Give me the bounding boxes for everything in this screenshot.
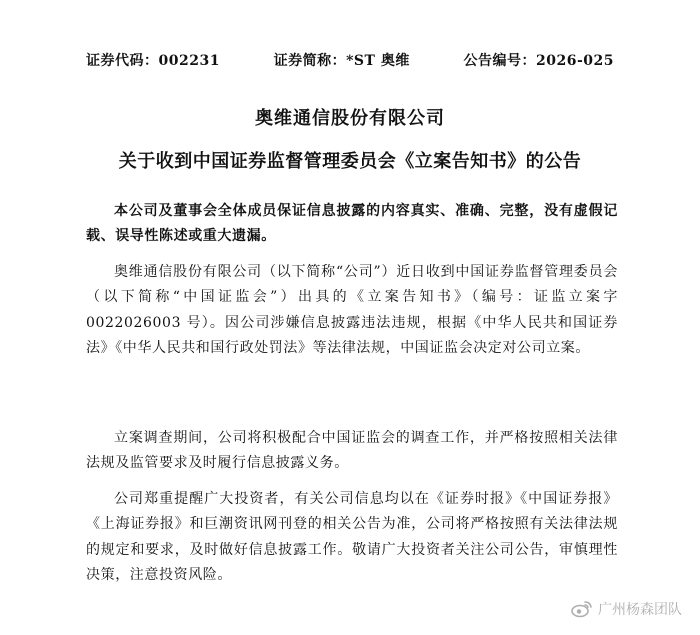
filing-notice-paragraph: 奥维通信股份有限公司（以下简称“公司”）近日收到中国证券监督管理委员会（以下简称“中国证监会”）出具的《立案告知书》（编号：证监立案字 0022026003 号）。因公司涉嫌信息披露违法违规，根据《中华人民共和国证券法》《中华人民共和国行政处罚法》等法律法规，中国证监会决定对公司立案。	[86, 264, 618, 357]
stock-abbreviation: 证券简称：*ST 奥维	[273, 53, 410, 69]
disclaimer-paragraph: 本公司及董事会全体成员保证信息披露的内容真实、准确、完整，没有虚假记载、误导性陈述或重大遗漏。	[86, 203, 618, 245]
investigation-paragraph: 立案调查期间，公司将积极配合中国证监会的调查工作，并严格按照相关法律法规及监管要求及时履行信息披露义务。	[86, 430, 618, 472]
watermark-text: 广州杨森团队	[598, 602, 682, 618]
notice-title: 关于收到中国证券监督管理委员会《立案告知书》的公告	[118, 151, 582, 172]
document-header	[86, 50, 614, 70]
weibo-logo-icon	[571, 600, 593, 618]
company-title: 奥维通信股份有限公司	[255, 108, 445, 129]
notice-number: 公告编号：2026-025	[463, 53, 614, 69]
stock-code: 证券代码：002231	[86, 53, 220, 69]
investor-reminder-paragraph: 公司郑重提醒广大投资者，有关公司信息均以在《证券时报》《中国证券报》《上海证券报》和巨潮资讯网刊登的相关公告为准，公司将严格按照有关法律法规的规定和要求，及时做好信息披露工作。敬请广大投资者关注公司公告，审慎理性决策，注意投资风险。	[86, 491, 618, 584]
watermark	[571, 599, 682, 619]
